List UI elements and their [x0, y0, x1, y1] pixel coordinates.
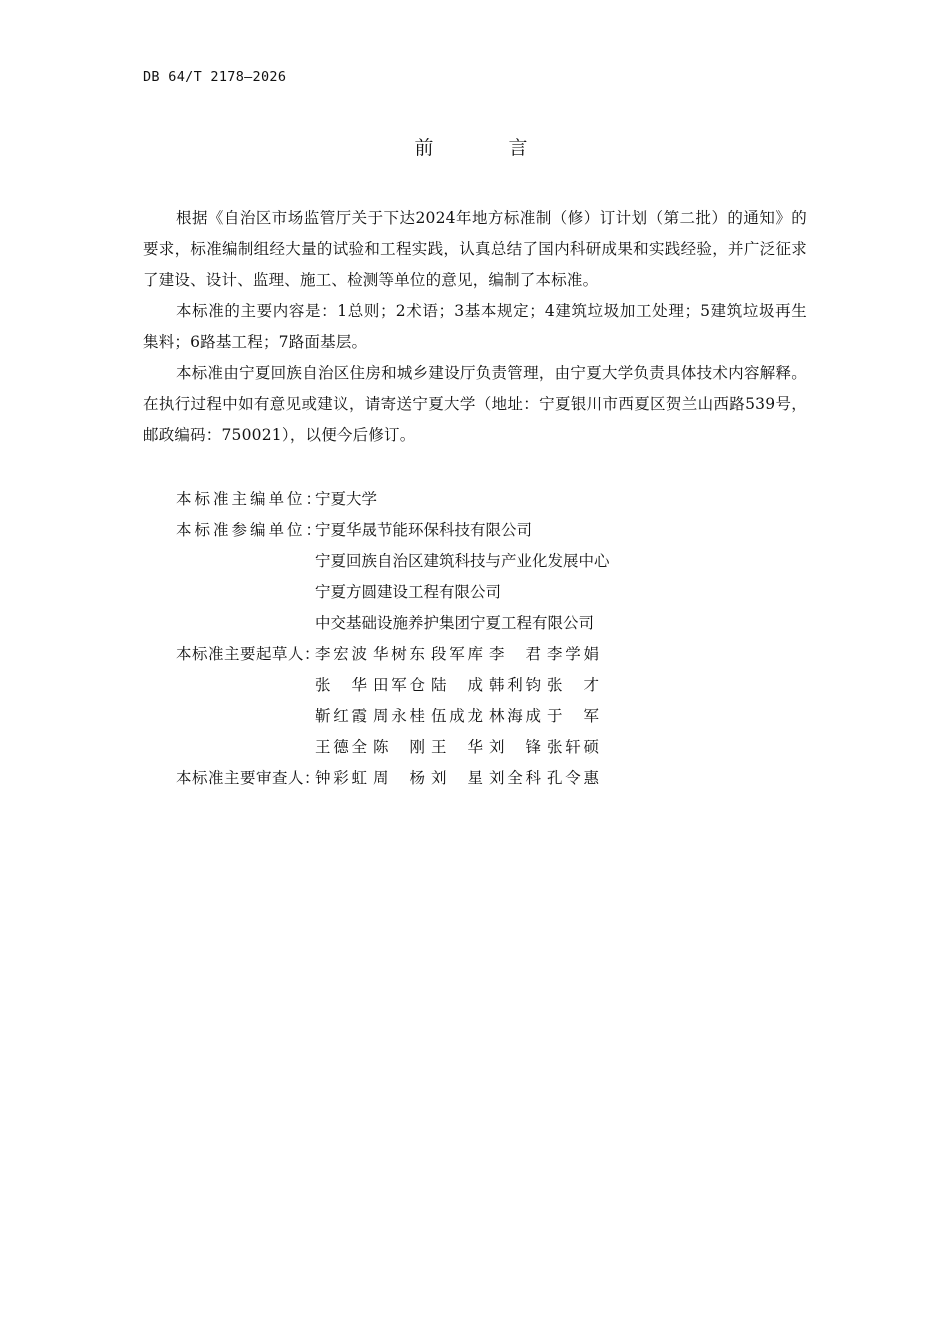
paragraph-basis: 根据《自治区市场监管厅关于下达2024年地方标准制（修）订计划（第二批）的通知》的要求，标准编制组经大量的试验和工程实践，认真总结了国内科研成果和实践经验，并广泛征求了建设、设计、监理、施工、检测等单位的意见，编制了本标准。: [143, 209, 807, 289]
reviewer-name: 周 杨: [373, 769, 425, 787]
chief-editor-row: [176, 484, 776, 515]
reviewers-values: [315, 763, 776, 794]
drafter-name: 陆 成: [431, 676, 483, 694]
chief-editor-values: [315, 484, 776, 515]
drafter-name: 韩利钧: [489, 676, 541, 694]
reviewer-name: 刘全科: [489, 769, 541, 787]
drafter-name: 王德全: [315, 738, 367, 756]
drafters-line: [315, 639, 776, 670]
chief-editor-label: 本标准主编单位：: [176, 490, 325, 508]
co-editors-row: [176, 515, 776, 639]
reviewers-line: [315, 763, 776, 794]
drafter-name: 刘 锋: [489, 738, 541, 756]
drafters-values: [315, 639, 776, 763]
drafter-name: 华树东: [373, 645, 425, 663]
reviewer-name: 孔令惠: [547, 769, 599, 787]
paragraph-management: 本标准由宁夏回族自治区住房和城乡建设厅负责管理，由宁夏大学负责具体技术内容解释。在执行过程中如有意见或建议，请寄送宁夏大学（地址：宁夏银川市西夏区贺兰山西路539号，邮政编码：750021），以便今后修订。: [143, 364, 807, 444]
reviewer-name: 钟彩虹: [315, 769, 367, 787]
co-editor-unit: 中交基础设施养护集团宁夏工程有限公司: [315, 614, 595, 632]
drafter-name: 王 华: [431, 738, 483, 756]
drafter-name: 张 才: [547, 676, 599, 694]
drafter-name: 伍成龙: [431, 707, 483, 725]
co-editor-unit: 宁夏华晟节能环保科技有限公司: [315, 521, 533, 539]
drafters-line: [315, 670, 776, 701]
foreword-body: [143, 203, 807, 451]
drafters-label: 本标准主要起草人：: [176, 645, 321, 663]
chief-editor-unit: 宁夏大学: [315, 490, 378, 508]
co-editor-unit: 宁夏回族自治区建筑科技与产业化发展中心: [315, 552, 610, 570]
drafter-name: 陈 刚: [373, 738, 425, 756]
drafter-name: 段军库: [431, 645, 483, 663]
co-editors-label: 本标准参编单位：: [176, 521, 325, 539]
drafter-name: 田军仓: [373, 676, 425, 694]
drafter-name: 周永桂: [373, 707, 425, 725]
drafter-name: 张 华: [315, 676, 367, 694]
reviewers-row: [176, 763, 776, 794]
drafter-name: 李宏波: [315, 645, 367, 663]
document-code: DB 64/T 2178—2026: [143, 69, 287, 85]
drafters-line: [315, 701, 776, 732]
drafter-name: 于 军: [547, 707, 599, 725]
reviewer-name: 刘 星: [431, 769, 483, 787]
credits-block: [176, 484, 776, 794]
drafter-name: 李学娟: [547, 645, 599, 663]
drafter-name: 靳红霞: [315, 707, 367, 725]
co-editors-values: [315, 515, 776, 639]
drafters-row: [176, 639, 776, 763]
drafter-name: 李 君: [489, 645, 541, 663]
drafter-name: 张轩硕: [547, 738, 599, 756]
drafter-name: 林海成: [489, 707, 541, 725]
paragraph-contents: 本标准的主要内容是：1总则；2术语；3基本规定；4建筑垃圾加工处理；5建筑垃圾再生集料；6路基工程；7路面基层。: [143, 302, 807, 351]
reviewers-label: 本标准主要审查人：: [176, 769, 321, 787]
co-editor-unit: 宁夏方圆建设工程有限公司: [315, 583, 502, 601]
section-title: 前 言: [414, 137, 556, 159]
drafters-line: [315, 732, 776, 763]
